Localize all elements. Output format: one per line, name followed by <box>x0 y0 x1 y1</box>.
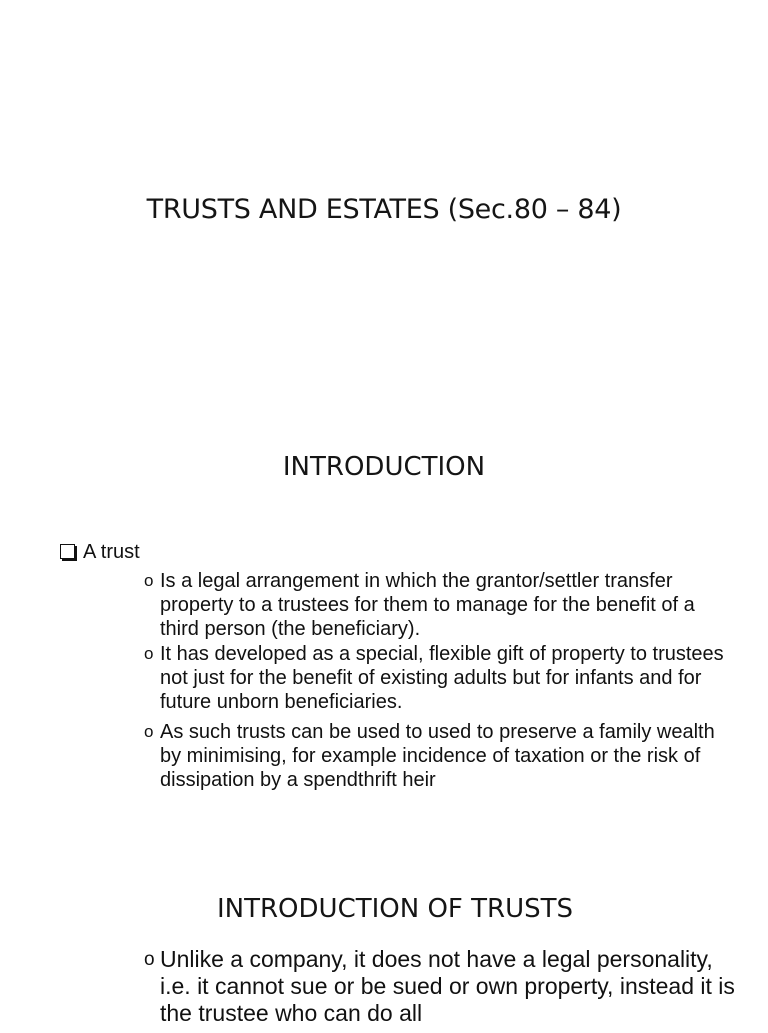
trust-definition-list <box>144 569 724 798</box>
list-item <box>144 720 724 792</box>
list-item-text: Is a legal arrangement in which the grantor/settler transfer property to a trustees for them to manage for the benefit of a third person (the beneficiary). <box>160 570 695 640</box>
circle-bullet-icon: o <box>144 571 154 590</box>
list-item-text: As such trusts can be used to used to preserve a family wealth by minimising, for example incidence of taxation or the risk of dissipation by a spendthrift heir <box>160 721 715 791</box>
slide-title-introduction-of-trusts: INTRODUCTION OF TRUSTS <box>216 894 573 924</box>
list-item-text: It has developed as a special, flexible gift of property to trustees not just for the benefit of existing adults but for infants and for future unborn beneficiaries. <box>160 643 724 713</box>
bullet-heading-text: A trust <box>83 541 140 563</box>
list-item <box>144 569 724 641</box>
list-item <box>144 642 724 714</box>
circle-bullet-icon: o <box>144 722 154 741</box>
circle-bullet-icon: o <box>144 949 155 970</box>
slide-title-introduction: INTRODUCTION <box>282 452 486 482</box>
bullet-heading-a-trust <box>60 540 140 564</box>
list-item <box>144 946 744 1027</box>
trust-legal-personality-list <box>144 946 744 1033</box>
slide-title-trusts-and-estates: TRUSTS AND ESTATES (Sec.80 – 84) <box>146 194 622 225</box>
circle-bullet-icon: o <box>144 644 154 663</box>
checkbox-bullet-icon <box>60 544 75 559</box>
list-item-text: Unlike a company, it does not have a legal personality, i.e. it cannot sue or be sued or own property, instead it is the trustee who can do all <box>160 946 735 1026</box>
